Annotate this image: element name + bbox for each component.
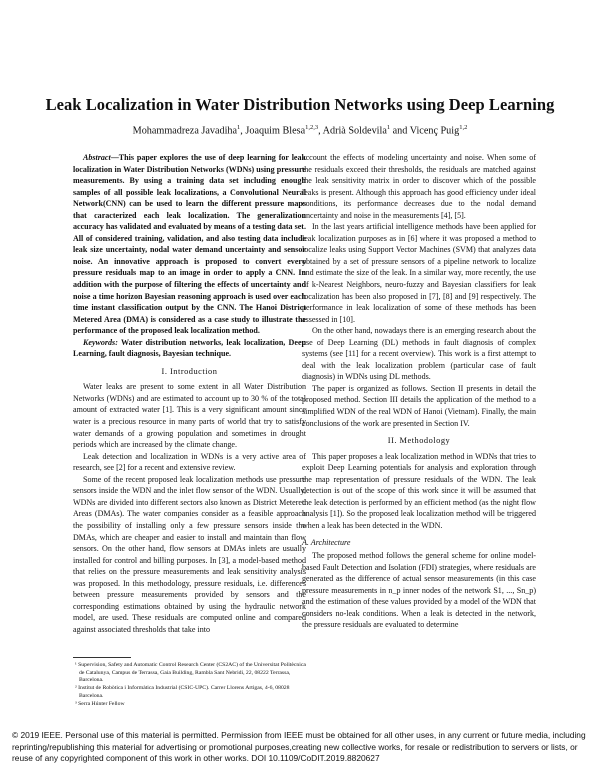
author-name: Vicenç Puig: [409, 125, 460, 137]
footnote: ¹ Supervision, Safety and Automatic Control Research Center (CS2AC) of the Universitat Politècnica de Catalunya, Campus de Terrassa, Gaia Building, Rambla Sant Nebridi, 22, 08222 Terrassa, Barcelona.: [75, 662, 306, 684]
author-name: Joaquim Blesa: [245, 125, 306, 137]
keywords: [73, 337, 306, 360]
paragraph: In the last years artificial intelligence methods have been applied for leak localization purposes as in [6] where it was proposed a method to localize leaks using Support Vector Machines (SVM) that analyzes data obtained by a set of pressure sensors of a pipeline network to localize and estimate the size of the leak. In a similar way, more recently, the use of k-Nearest Neighbors, neuro-fuzzy and Bayesian classifiers for leak localization has been also proposed in [7], [8] and [9] respectively. The performance in leak localization of some of these methods has been assessed in [10].: [302, 222, 536, 324]
paragraph: Water leaks are present to some extent in all Water Distribution Networks (WDNs) and are estimated to account up to 30 % of the total amount of extracted water [1]. This is a very significant amount since water is a precious resource in many parts of world that try to satisfy water demands of a growing population and sometimes in drought periods which are increased by the climate change.: [73, 382, 306, 450]
paragraph: Some of the recent proposed leak localization methods use pressure sensors inside the WDN and the inlet flow sensor of the WDN. Usually, WDNs are divided into different sectors also known as District Metered Areas (DMAs). The water companies consider as a feasible approach the possibility of installing only a few pressure sensors inside the DMAs, which are cheaper and easier to install and maintain than flow sensors. On the other hand, flow sensors at DMAs inlets are usually installed for control and billing purposes. In [3], a model-based method that relies on the pressure measurements and leak sensitivity analysis was proposed. In this methodology, pressure residuals, i.e. differences between pressure measurements provided by sensors and the corresponding estimations obtained by using the hydraulic network model, are used. These residuals are computed online and compared against associated thresholds that take into: [73, 474, 306, 634]
right-column: [302, 152, 536, 631]
subsection-heading-architecture: A. Architecture: [302, 537, 351, 547]
author-affiliation: 1,2,3: [305, 124, 319, 131]
footnote-rule: [73, 657, 131, 658]
author-list: Mohammadreza Javadiha$^1$, Joaquim Blesa$^{1,2,3}$, Adrià Soldevila$^1$ and Vicenç Puig$^{1,2}$: [132, 124, 468, 137]
author-affiliation: 1,2: [459, 124, 468, 131]
author-affiliation: 1: [386, 124, 391, 131]
section-heading-methodology: II. Methodology: [387, 436, 451, 446]
copyright-notice: © 2019 IEEE. Personal use of this material is permitted. Permission from IEEE must be obtained for all other uses, in any current or future media, including reprinting/republishing this material for advertising or promotional purposes,creating new collective works, for resale or redistribution to servers or lists, or reuse of any copyrighted component of this work in other works. DOI 10.1109/CoDIT.2019.8820627: [12, 730, 586, 764]
paragraph: Leak detection and localization in WDNs is a very active area of research, see [2] for a recent and extensive review.: [73, 451, 306, 473]
keywords-label: Keywords:: [83, 337, 118, 347]
author-affiliation: 1: [237, 124, 241, 131]
author-name: Mohammadreza Javadiha: [132, 125, 238, 137]
keywords-text: Water distribution networks, leak localization, Deep Learning, fault diagnosis, Bayesian technique.: [73, 337, 306, 359]
footnotes: [73, 657, 306, 708]
paper-title: Leak Localization in Water Distribution Networks using Deep Learning: [45, 95, 555, 114]
paragraph: This paper proposes a leak localization method in WDNs that tries to exploit Deep Learning potentials for analysis and exploration through the map representation of pressure residuals of the WDN. The leak detection is out of the scope of this work since it will be assumed that the leak detection is performed by an efficient method (as the night flow analysis [1]). So the proposed leak localization method will be triggered when a leak has been detected in the WDN.: [302, 451, 536, 530]
paragraph: The paper is organized as follows. Section II presents in detail the proposed method. Section III details the application of the method to a simplified WDN of the real WDN of Hanoi (Vietnam). Finally, the main conclusions of the work are presented in Section IV.: [302, 383, 536, 428]
footnote: ² Institut de Robòtica i Informàtica Industrial (CSIC-UPC). Carrer Llorens Artigas, 4-6, 08028 Barcelona.: [75, 685, 290, 699]
paragraph: The proposed method follows the general scheme for online model-based Fault Detection and Isolation (FDI) strategies, where residuals are generated as the difference of actual sensor measurements (in this case pressure measurements in n_p inner nodes of the network S1, ..., Sn_p) and the estimation of these values provided by a model of the WDN that considers no-leak conditions. When a leak is detected in the network, the pressure residuals are evaluated to determine: [302, 551, 536, 630]
abstract-label: Abstract: [83, 153, 111, 162]
section-heading-introduction: I. Introduction: [161, 366, 218, 376]
author-name: Adrià Soldevila: [322, 125, 387, 137]
footnote: ³ Serra Húnter Fellow: [75, 700, 125, 707]
left-column: [73, 152, 306, 635]
paragraph: On the other hand, nowadays there is an emerging research about the use of Deep Learning (DL) methods in fault diagnosis of complex systems (see [11] for a recent overview). This work is a first attempt to deal with the leak localization problem (particular case of fault diagnosis) in WDNs using DL methods.: [302, 326, 536, 382]
abstract: [73, 152, 306, 337]
paragraph: account the effects of modeling uncertainty and noise. When some of the residuals exceed their thresholds, the residuals are matched against the leak sensitivity matrix in order to discover which of the possible leaks is present. Although this approach has good efficiency under ideal conditions, its performance decreases due to the nodal demand uncertainty and noise in the measurements [4], [5].: [302, 153, 536, 220]
abstract-text: —This paper explores the use of deep learning for leak localization in Water Distribution Networks (WDNs) using pressure measurements. By using a training data set including enough samples of all possible leak localizations, a Convolutional Neural Network(CNN) can be used to learn the different pressure maps that caracterized each leak localization. The generalization accuracy has validated and evaluated by means of a testing data set. All of considered training, validation, and also testing data include leak size uncertainty, nodal water demand uncertainty and sensor noise. An innovative approach is proposed to convert every pressure residuals map to an image in order to apply a CNN. In addition with the purpose of filtering the effects of uncertainty and noise a time horizon Bayesian reasoning approach is used over each time instant classification output by the CNN. The Hanoi District Metered Area (DMA) is considered as a case study to illustrate the performance of the proposed leak localization method.: [73, 153, 306, 336]
